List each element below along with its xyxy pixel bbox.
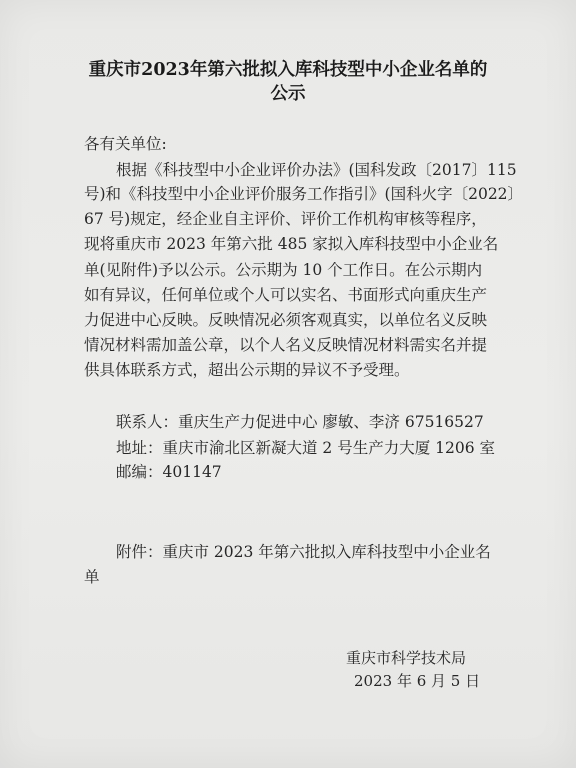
body-line: 号)和《科技型中小企业评价服务工作指引》(国科火字〔2022〕: [84, 185, 524, 203]
body-line: 情况材料需加盖公章，以个人名义反映情况材料需实名并提: [84, 336, 488, 354]
address-line: 地址：重庆市渝北区新凝大道 2 号生产力大厦 1206 室: [116, 439, 496, 457]
salutation: 各有关单位:: [84, 135, 167, 153]
body-line: 根据《科技型中小企业评价办法》(国科发政〔2017〕115: [116, 161, 517, 179]
body-line: 67 号)规定，经企业自主评价、评价工作机构审核等程序，: [84, 210, 487, 228]
body-line: 单(见附件)予以公示。公示期为 10 个工作日。在公示期内: [84, 261, 483, 279]
contact-line: 联系人：重庆生产力促进中心 廖敏、李济 67516527: [116, 413, 484, 431]
body-line: 供具体联系方式，超出公示期的异议不予受理。: [84, 361, 410, 379]
postcode-line: 邮编：401147: [116, 463, 222, 481]
body-line: 现将重庆市 2023 年第六批 485 家拟入库科技型中小企业名: [84, 235, 499, 253]
issuer-name: 重庆市科学技术局: [346, 649, 467, 667]
attachment-line-cont: 单: [84, 568, 100, 586]
attachment-line: 附件：重庆市 2023 年第六批拟入库科技型中小企业名: [116, 543, 491, 561]
body-line: 力促进中心反映。反映情况必须客观真实，以单位名义反映: [84, 311, 488, 329]
document-title: 重庆市2023年第六批拟入库科技型中小企业名单的: [88, 60, 488, 80]
issue-date: 2023 年 6 月 5 日: [354, 672, 481, 690]
body-line: 如有异议，任何单位或个人可以实名、书面形式向重庆生产: [84, 286, 488, 304]
document-title-cont: 公示: [270, 84, 306, 104]
